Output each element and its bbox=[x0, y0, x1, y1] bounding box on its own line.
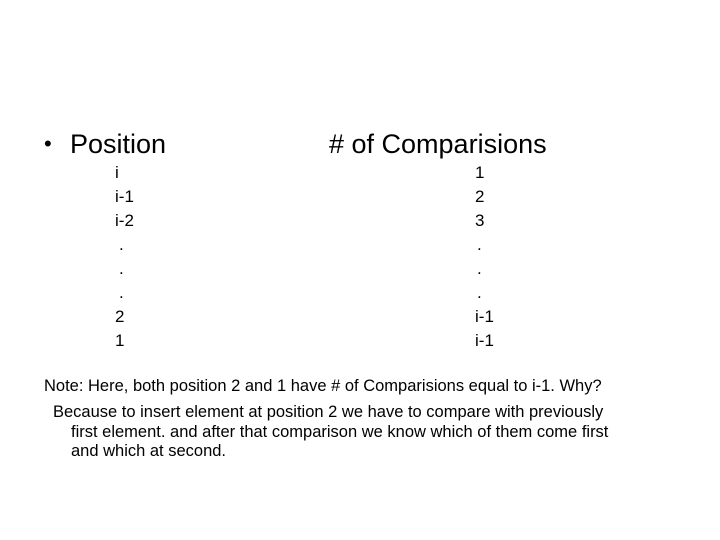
position-value: . bbox=[119, 235, 124, 254]
note-line: Note: Here, both position 2 and 1 have # of Comparisions equal to i-1. Why? bbox=[44, 377, 602, 395]
note-line: and which at second. bbox=[71, 442, 227, 460]
comparison-value: i-1 bbox=[475, 307, 494, 326]
position-value: . bbox=[119, 283, 124, 302]
position-heading: Position bbox=[70, 129, 167, 159]
comparison-value: 2 bbox=[475, 187, 485, 206]
comparisons-heading: # of Comparisions bbox=[329, 129, 547, 159]
position-value: i-1 bbox=[115, 187, 134, 206]
position-value: 1 bbox=[115, 331, 125, 350]
position-column bbox=[115, 161, 134, 353]
note-line: Because to insert element at position 2 we have to compare with previously bbox=[53, 403, 604, 421]
position-value: 2 bbox=[115, 307, 125, 326]
position-value: . bbox=[119, 259, 124, 278]
comparison-value: . bbox=[477, 259, 482, 278]
comparisons-column bbox=[475, 161, 494, 353]
comparison-value: i-1 bbox=[475, 331, 494, 350]
comparison-value: 1 bbox=[475, 163, 485, 182]
bullet-marker: • bbox=[44, 131, 52, 156]
position-value: i-2 bbox=[115, 211, 134, 230]
note-line: first element. and after that comparison we know which of them come first bbox=[71, 423, 609, 441]
comparison-value: . bbox=[477, 235, 482, 254]
position-value: i bbox=[115, 163, 119, 182]
comparison-value: 3 bbox=[475, 211, 485, 230]
comparison-value: . bbox=[477, 283, 482, 302]
